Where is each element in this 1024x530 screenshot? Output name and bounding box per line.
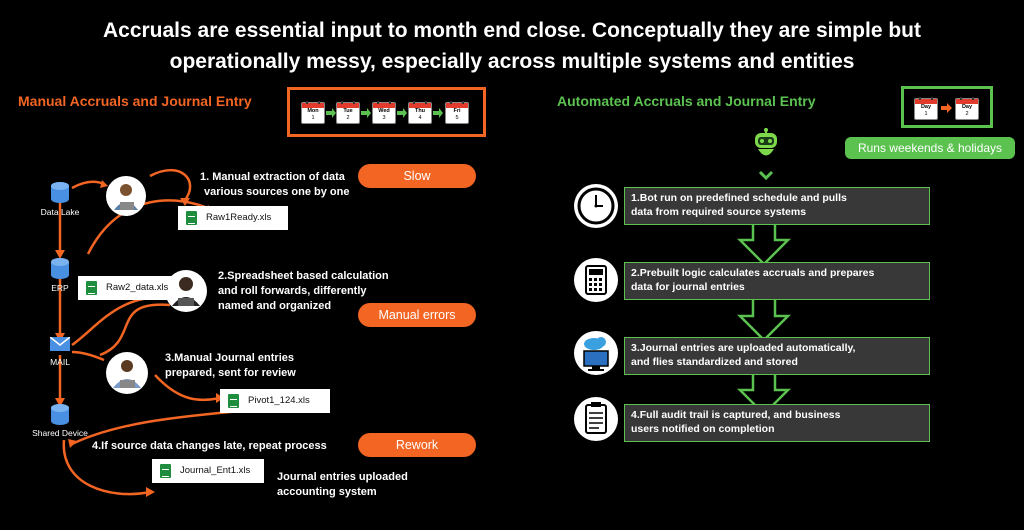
automated-step-4: 4.Full audit trail is captured, and business users notified on completion	[624, 404, 930, 442]
manual-step-1-line2: various sources one by one	[204, 186, 350, 198]
manual-final-line2: accounting system	[277, 486, 377, 498]
calendar-icon: Day 2	[955, 98, 979, 120]
mail-icon	[50, 337, 70, 353]
source-label-data-lake: Data Lake	[40, 207, 80, 217]
spreadsheet-icon	[160, 464, 171, 478]
tag-manual-errors: Manual errors	[358, 303, 476, 327]
manual-step-1-line1: 1. Manual extraction of data	[200, 171, 345, 183]
manual-final-line1: Journal entries uploaded	[277, 471, 408, 483]
calculator-icon	[574, 258, 618, 302]
tag-rework: Rework	[358, 433, 476, 457]
manual-heading: Manual Accruals and Journal Entry	[18, 93, 252, 109]
manual-step-3-line1: 3.Manual Journal entries	[165, 352, 294, 364]
automated-heading: Automated Accruals and Journal Entry	[557, 93, 816, 109]
page-title-line2: operationally messy, especially across multiple systems and entities	[169, 50, 855, 73]
manual-calendar-strip	[287, 87, 486, 137]
calendar-icon: Wed 3	[372, 102, 396, 124]
source-label-erp: ERP	[51, 283, 69, 293]
database-icon	[48, 181, 72, 205]
badge-runs-weekends: Runs weekends & holidays	[845, 137, 1015, 159]
file-card: Journal_Ent1.xls	[152, 459, 264, 483]
database-icon	[48, 257, 72, 281]
calendar-icon: Fri 5	[445, 102, 469, 124]
clipboard-icon	[574, 397, 618, 441]
calendar-arrow	[904, 89, 990, 125]
page-title-line1: Accruals are essential input to month end close. Conceptually they are simple but	[102, 19, 922, 42]
tag-slow: Slow	[358, 164, 476, 188]
robot-icon	[750, 128, 782, 162]
calendar-icon: Tue 2	[336, 102, 360, 124]
person-avatar	[106, 352, 148, 394]
spreadsheet-icon	[86, 281, 97, 295]
automated-calendar-strip	[901, 86, 993, 128]
manual-step-3-line2: prepared, sent for review	[165, 367, 296, 379]
file-card: Raw1Ready.xls	[178, 206, 288, 230]
spreadsheet-icon	[228, 394, 239, 408]
manual-step-2-line2: and roll forwards, differently	[218, 285, 367, 297]
file-card: Pivot1_124.xls	[220, 389, 330, 413]
source-label-shared-device: Shared Device	[32, 428, 88, 438]
spreadsheet-icon	[186, 211, 197, 225]
automated-step-1: 1.Bot run on predefined schedule and pulls data from required source systems	[624, 187, 930, 225]
cloud-computer-icon	[574, 331, 618, 375]
source-label-mail: MAIL	[50, 357, 70, 367]
calendar-arrows	[290, 90, 483, 134]
person-avatar	[106, 176, 146, 216]
automated-step-2: 2.Prebuilt logic calculates accruals and prepares data for journal entries	[624, 262, 930, 300]
clock-icon	[574, 184, 618, 228]
calendar-icon: Mon 1	[301, 102, 325, 124]
manual-step-2-line3: named and organized	[218, 300, 332, 312]
calendar-icon: Day 1	[914, 98, 938, 120]
automated-step-3: 3.Journal entries are uploaded automatically, and flies standardized and stored	[624, 337, 930, 375]
file-card: Raw2_data.xls	[78, 276, 178, 300]
calendar-icon: Thu 4	[408, 102, 432, 124]
manual-step-4: 4.If source data changes late, repeat process	[92, 440, 327, 452]
database-icon	[48, 403, 72, 427]
manual-step-2-line1: 2.Spreadsheet based calculation	[218, 270, 389, 282]
